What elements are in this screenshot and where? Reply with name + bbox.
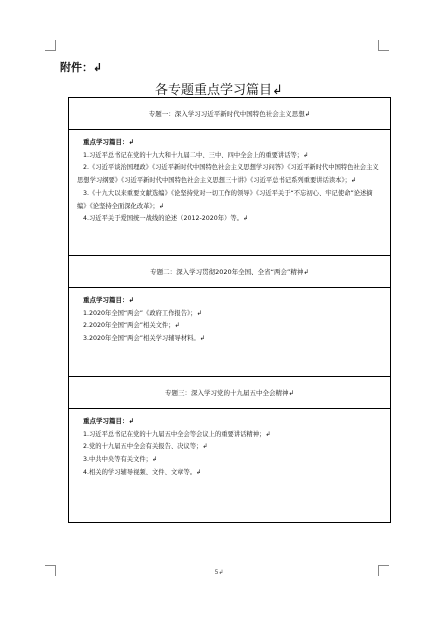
- topic-cell-1: [69, 98, 391, 130]
- table-row: [69, 377, 391, 409]
- document-title: 各专题重点学习篇目↲: [155, 83, 283, 98]
- crop-mark-top-right: [378, 40, 389, 51]
- list-item: 4.相关的学习辅导视频、文件、文章等。↲: [83, 468, 202, 476]
- attachment-label: 附件：↲: [60, 61, 103, 74]
- topic-cell-2: [69, 256, 391, 288]
- list-item: 2.《习近平谈治国理政》《习近平新时代中国特色社会主义思想学习问答》《习近平新时代中国特色社会主义思想学习纲要》《习近平新时代中国特色社会主义思想三十讲》《习近平总书记系列重要讲话读本》；↲: [77, 164, 379, 185]
- table-row: [69, 288, 391, 377]
- table-row: [69, 98, 391, 130]
- page-number: 5↲: [214, 569, 224, 576]
- list-item: 1.习近平总书记在党的十九届五中全会等会议上的重要讲话精神；↲: [83, 430, 271, 438]
- topics-table: [68, 97, 391, 523]
- list-item: 3.《十九大以来重要文献选编》《论坚持党对一切工作的领导》《习近平关于“不忘初心、牢记使命”论述摘编》《论坚持全面深化改革》；↲: [77, 189, 373, 210]
- reading-list-label: 重点学习篇目：↲: [83, 417, 134, 425]
- crop-mark-top-left: [45, 40, 56, 51]
- topic-cell-3: [69, 377, 391, 409]
- topic-body-cell-3: [69, 409, 391, 523]
- list-item: 3.2020年全国“两会”相关学习辅导材料。↲: [83, 335, 205, 343]
- list-item: 1.2020年全国“两会”《政府工作报告》；↲: [83, 309, 202, 317]
- list-item: 4.习近平关于爱国统一战线的论述（2012-2020年）等。↲: [83, 215, 249, 223]
- list-item: 1.习近平总书记在党的十九大和十九届二中、三中、四中全会上的重要讲话等；↲: [83, 151, 309, 159]
- reading-list-label: 重点学习篇目：↲: [83, 138, 134, 146]
- table-row: [69, 130, 391, 256]
- reading-list-label: 重点学习篇目：↲: [83, 296, 134, 304]
- topic-body-cell-1: [69, 130, 391, 256]
- table-row: [69, 256, 391, 288]
- topic-body-cell-2: [69, 288, 391, 377]
- topic-heading: 专题一：深入学习习近平新时代中国特色社会主义思想↲: [148, 110, 311, 118]
- list-item: 3.中共中央等有关文件；↲: [83, 456, 158, 464]
- list-item: 2.党的十九届五中全会有关报告、决议等；↲: [83, 443, 208, 451]
- topic-heading: 专题三：深入学习党的十九届五中全会精神↲: [165, 389, 294, 397]
- list-item: 2.2020年全国“两会”相关文件；↲: [83, 322, 180, 330]
- table-row: [69, 409, 391, 523]
- topic-heading: 专题二：深入学习贯彻2020年全国、全省“两会”精神↲: [150, 268, 309, 276]
